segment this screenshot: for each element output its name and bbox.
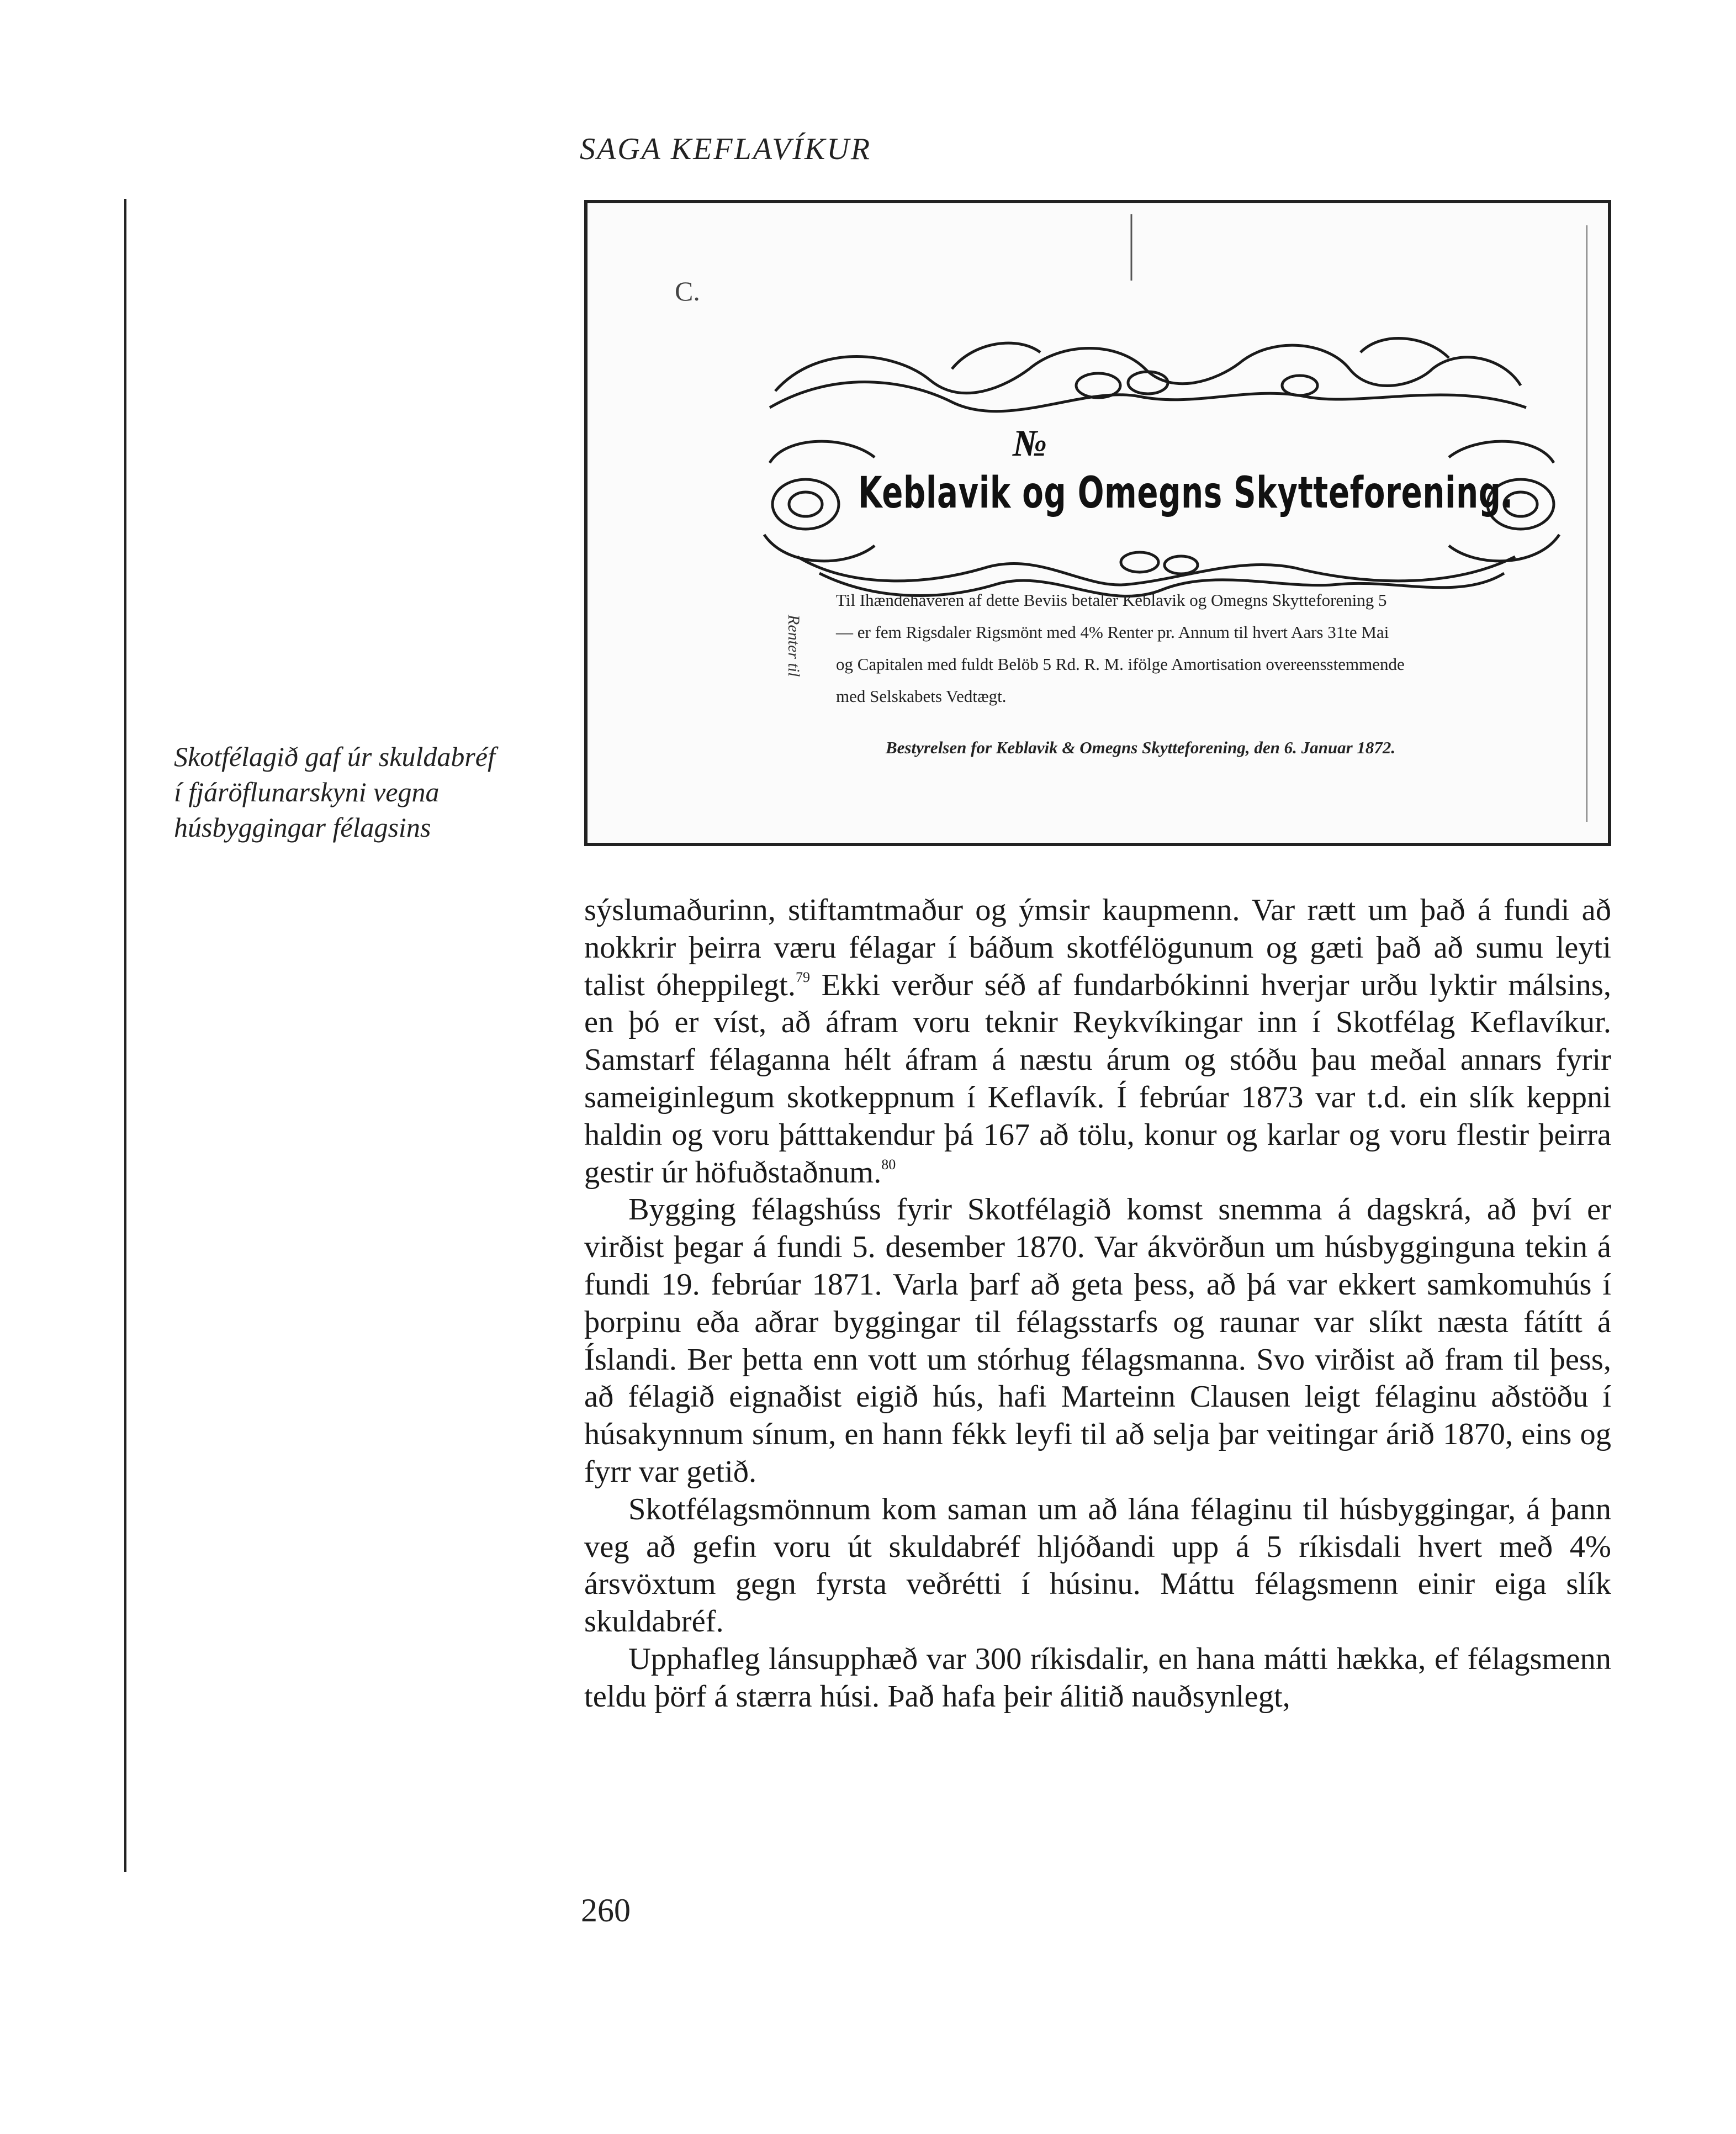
margin-rule xyxy=(124,199,126,1872)
paragraph-text: Ekki verður séð af fundarbókinni hverjar urðu lyktir málsins, en þó er víst, að áfram voru teknir Reykvíkingar inn í Skotfélag Keflavíkur. Samstarf félaganna hélt áfram á næstu árum og stóðu þau meðal annars fyrir sameiginlegum skotkeppnum í Keflavík. Í febrúar 1873 var t.d. ein slík keppni haldin og voru þátttakendur þá 167 að tölu, konur og karlar og voru flestir þeirra gestir úr höfuðstaðnum. xyxy=(584,968,1611,1190)
caption-line: í fjáröflunarskyni vegna xyxy=(174,777,440,807)
number-mark: № xyxy=(1013,422,1047,464)
paragraph: Upphafleg lánsupphæð var 300 ríkisdalir, en hana mátti hækka, ef félagsmenn teldu þörf á stærra húsi. Það hafa þeir álitið nauðsynlegt, xyxy=(584,1641,1611,1714)
paragraph-text: sýslumaðurinn, stiftamtmaður og ýmsir kaupmenn. Var rætt um það á fundi að nokkrir þeirra væru félagar í báðum skotfélögunum og gæti það að sumu leyti talist óheppilegt. xyxy=(584,893,1611,1002)
caption-line: húsbyggingar félagsins xyxy=(174,812,431,843)
bond-line: med Selskabets Vedtægt. xyxy=(836,686,1007,706)
paragraph: Skotfélagsmönnum kom saman um að lána félaginu til húsbyggingar, á þann veg að gefin voru út skuldabréf hljóðandi upp á 5 ríkisdali hvert með 4% ársvöxtum gegn fyrsta veðrétti í húsinu. Máttu félagsmenn einir eiga slík skuldabréf. xyxy=(584,1492,1611,1639)
bond-line: Til Ihændehaveren af dette Beviis betaler Keblavik og Omegns Skytteforening 5 xyxy=(836,590,1387,610)
bond-text xyxy=(836,584,1565,712)
paragraph: Bygging félagshúss fyrir Skotfélagið komst snemma á dagskrá, að því er virðist þegar á fundi 5. desember 1870. Var ákvörðun um húsbygginguna tekin á fundi 19. febrúar 1871. Varla þarf að geta þess, að þá var ekkert samkomuhús í þorpinu eða aðrar byggingar til félagsstarfs og raunar var slíkt næsta fátítt á Íslandi. Ber þetta enn vott um stórhug félagsmanna. Svo virðist að fram til þess, að félagið eignaðist eigið hús, hafi Marteinn Clausen leigt félaginu aðstöðu í húsakynnum sínum, en hann fékk leyfi til að selja þar veitingar árið 1870, eins og fyrr var getið. xyxy=(584,1192,1611,1489)
corner-mark: C. xyxy=(675,276,700,307)
body-text xyxy=(584,892,1611,1716)
paragraph xyxy=(584,892,1611,1191)
bond-image xyxy=(584,200,1611,846)
bond-signature: Bestyrelsen for Keblavik & Omegns Skytteforening, den 6. Januar 1872. xyxy=(886,738,1396,757)
bond-line: — er fem Rigsdaler Rigsmönt med 4% Renter pr. Annum til hvert Aars 31te Mai xyxy=(836,622,1389,642)
page-number: 260 xyxy=(581,1892,631,1929)
footnote-ref: 79 xyxy=(796,969,811,985)
figure-caption xyxy=(174,739,560,845)
bond-side-text: Renter til xyxy=(785,615,803,677)
caption-line: Skotfélagið gaf úr skuldabréf xyxy=(174,741,495,772)
bond-line: og Capitalen med fuldt Belöb 5 Rd. R. M. ifölge Amortisation overeensstemmende xyxy=(836,654,1405,674)
running-head: SAGA KEFLAVÍKUR xyxy=(580,132,872,166)
bond-title: Keblavik og Omegns Skytteforening. xyxy=(858,468,1513,518)
footnote-ref: 80 xyxy=(881,1156,896,1172)
